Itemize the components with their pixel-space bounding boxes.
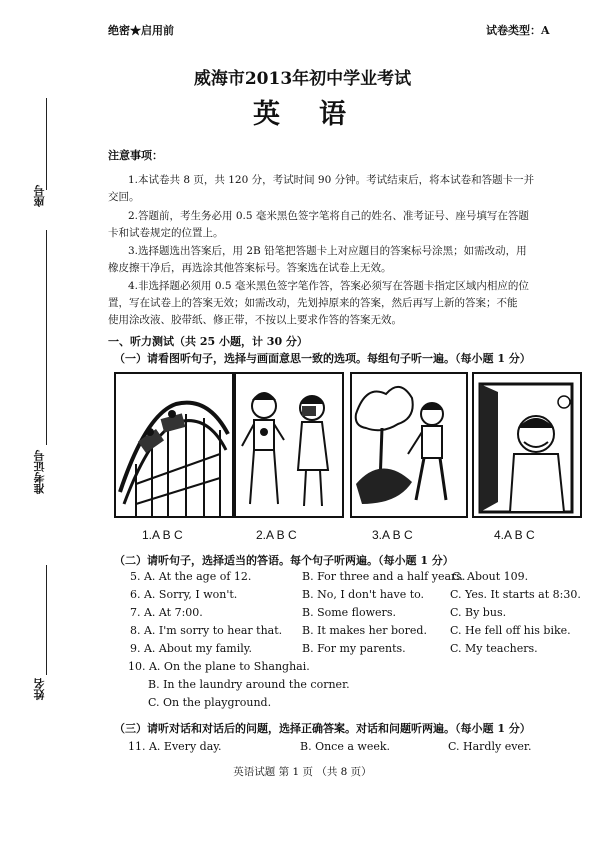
note-line: 置，写在试卷上的答案无效；如需改动，先划掉原来的答案，然后再写上新的答案；不能 bbox=[108, 297, 518, 309]
option-b: B. For three and a half years. bbox=[302, 570, 466, 583]
picture-two-girls bbox=[234, 372, 344, 518]
notes-heading: 注意事项： bbox=[108, 149, 163, 162]
note-line: 2.答题前，考生务必用 0.5 毫米黑色签字笔将自己的姓名、准考证号、座号填写在答题 bbox=[128, 210, 529, 222]
option-b: B. It makes her bored. bbox=[302, 624, 427, 637]
option-a: 8. A. I'm sorry to hear that. bbox=[130, 624, 283, 637]
note-line: 1.本试卷共 8 页，共 120 分，考试时间 90 分钟。考试结束后，将本试卷和答题卡一并 bbox=[128, 174, 535, 186]
option-c: C. Yes. It starts at 8:30. bbox=[450, 588, 581, 601]
option-a: 6. A. Sorry, I won't. bbox=[130, 588, 238, 601]
option-b: B. In the laundry around the corner. bbox=[148, 678, 350, 691]
note-line: 3.选择题选出答案后，用 2B 铅笔把答题卡上对应题目的答案标号涂黑；如需改动，用 bbox=[128, 245, 527, 257]
option-b: B. Once a week. bbox=[300, 740, 390, 753]
option-a: 11. A. Every day. bbox=[128, 740, 222, 753]
picture-boy-at-window bbox=[472, 372, 582, 518]
note-line: 卡和试卷规定的位置上。 bbox=[108, 227, 224, 239]
page-footer: 英语试题 第 1 页 （共 8 页） bbox=[233, 766, 372, 778]
option-b: B. Some flowers. bbox=[302, 606, 396, 619]
option-b: B. For my parents. bbox=[302, 642, 406, 655]
ticket-label: 准考证号 bbox=[33, 450, 46, 494]
secret-label: 绝密★启用前 bbox=[108, 24, 174, 37]
option-c: C. On the playground. bbox=[148, 696, 272, 709]
note-line: 橡皮擦干净后，再选涂其他答案标号。答案选在试卷上无效。 bbox=[108, 262, 392, 274]
option-a: 10. A. On the plane to Shanghai. bbox=[128, 660, 310, 673]
picture-caption: 3.A B C bbox=[372, 528, 413, 542]
picture-rollercoaster bbox=[114, 372, 234, 518]
picture-boy-in-garden bbox=[350, 372, 468, 518]
part1-instruction: （一）请看图听句子，选择与画面意思一致的选项。每组句子听一遍。（每小题 1 分） bbox=[114, 352, 531, 365]
option-a: 7. A. At 7:00. bbox=[130, 606, 203, 619]
option-c: C. By bus. bbox=[450, 606, 507, 619]
note-line: 4.非选择题必须用 0.5 毫米黑色签字笔作答，答案必须写在答题卡指定区域内相应的位 bbox=[128, 280, 529, 292]
name-label: 姓名 bbox=[33, 678, 46, 700]
picture-caption: 4.A B C bbox=[494, 528, 535, 542]
ticket-rule bbox=[46, 230, 47, 445]
exam-title: 威海市2013年初中学业考试 bbox=[193, 69, 412, 89]
option-c: C. My teachers. bbox=[450, 642, 538, 655]
option-a: 9. A. About my family. bbox=[130, 642, 253, 655]
paper-type-label: 试卷类型：A bbox=[486, 24, 550, 37]
note-line: 使用涂改液、胶带纸、修正带，不按以上要求作答的答案无效。 bbox=[108, 314, 402, 326]
seat-label: 座号 bbox=[33, 185, 46, 207]
section-title: 一、听力测试（共 25 小题，计 30 分） bbox=[108, 335, 308, 348]
option-c: C. Hardly ever. bbox=[448, 740, 532, 753]
part3-instruction: （三）请听对话和对话后的问题，选择正确答案。对话和问题听两遍。（每小题 1 分） bbox=[114, 722, 531, 735]
seat-rule bbox=[46, 98, 47, 190]
option-a: 5. A. At the age of 12. bbox=[130, 570, 252, 583]
picture-caption: 1.A B C bbox=[142, 528, 183, 542]
picture-caption: 2.A B C bbox=[256, 528, 297, 542]
part2-instruction: （二）请听句子，选择适当的答语。每个句子听两遍。（每小题 1 分） bbox=[114, 554, 454, 567]
subject-title: 英 语 bbox=[253, 99, 352, 130]
name-rule bbox=[46, 565, 47, 675]
option-c: C. About 109. bbox=[452, 570, 529, 583]
option-b: B. No, I don't have to. bbox=[302, 588, 425, 601]
note-line: 交回。 bbox=[108, 191, 140, 203]
option-c: C. He fell off his bike. bbox=[450, 624, 571, 637]
